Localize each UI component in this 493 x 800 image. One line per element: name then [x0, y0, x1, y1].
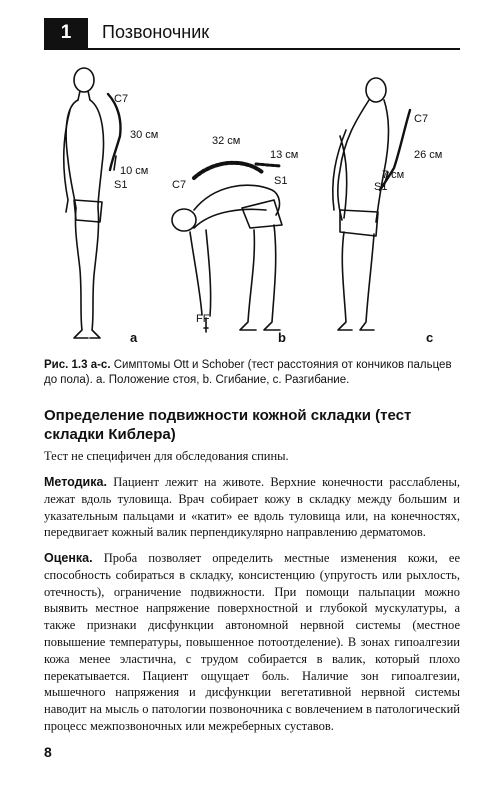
- page-header: [44, 18, 460, 50]
- label-outer-a: 30 см: [130, 129, 159, 141]
- figure-bending: [172, 163, 282, 332]
- panel-label-b: b: [278, 330, 286, 345]
- figure-illustration: [44, 60, 460, 355]
- label-outer-b: 32 см: [212, 135, 241, 147]
- caption-text: Симптомы Ott и Schober (тест расстояния от кончиков пальцев до пола). а. Положение стоя, b. Сгибание, с. Разгибание.: [44, 359, 452, 386]
- label-c7-c: C7: [414, 113, 429, 125]
- label-c7-a: C7: [114, 93, 129, 105]
- figure-extension: [333, 78, 410, 330]
- method-paragraph: [44, 474, 460, 541]
- label-inner-a: 10 см: [120, 165, 149, 177]
- label-ff: FF: [196, 313, 210, 325]
- label-s1-c: S1: [374, 181, 388, 193]
- figure-caption: [44, 358, 460, 388]
- figure-standing: [64, 68, 121, 338]
- assessment-text: Проба позволяет определить местные изменения кожи, ее способность собираться в складку, консистенцию (упругость или рыхлость, отечность), ограничение подвижности. При помощи пальпации можно выявить местное напряжение поверхностной и глубокой мускулатуры, а также признаки дисфункции автономной нервной системы (местное повышение температуры, повышенное потоотделение). В зонах гипоалгезии кожа менее эластична, с трудом собирается в валик, который плохо перекатывается. Пациент ощущает боль. Наличие зон гипоалгезии, мышечного напряжения и дисфункции вегетативной нервной системы наводит на мысль о патологии позвоночника с вовлечением в патологический процесс межпозвоночных или межреберных суставов.: [44, 551, 460, 733]
- assessment-label: Оценка.: [44, 551, 93, 565]
- assessment-paragraph: [44, 550, 460, 735]
- panel-label-c: c: [426, 330, 434, 345]
- method-label: Методика.: [44, 475, 107, 489]
- caption-label: Рис. 1.3 а-с.: [44, 359, 111, 371]
- section-heading: Определение подвижности кожной складки (тест складки Киблера): [44, 407, 412, 443]
- label-outer-c: 26 см: [414, 149, 443, 161]
- label-s1-a: S1: [114, 179, 128, 191]
- intro-paragraph: Тест не специфичен для обследования спины.: [44, 449, 289, 463]
- label-inner-c: 7 см: [382, 169, 405, 181]
- figure-spine-mobility: [44, 60, 460, 355]
- chapter-number-box: 1: [44, 18, 88, 48]
- method-text: Пациент лежит на животе. Верхние конечности расслаблены, лежат вдоль туловища. Врач собирает кожу в складку между большим и указательным пальцами и «катит» ее вдоль туловища или, на конечностях, передвигает кожный валик перпендикулярно направлению дерматомов.: [44, 475, 460, 540]
- page-number: 8: [44, 744, 52, 760]
- panel-label-a: a: [130, 330, 138, 345]
- label-inner-b: 13 см: [270, 149, 299, 161]
- chapter-title: Позвоночник: [102, 22, 210, 42]
- label-s1-b: S1: [274, 175, 288, 187]
- label-c7-b: C7: [172, 179, 187, 191]
